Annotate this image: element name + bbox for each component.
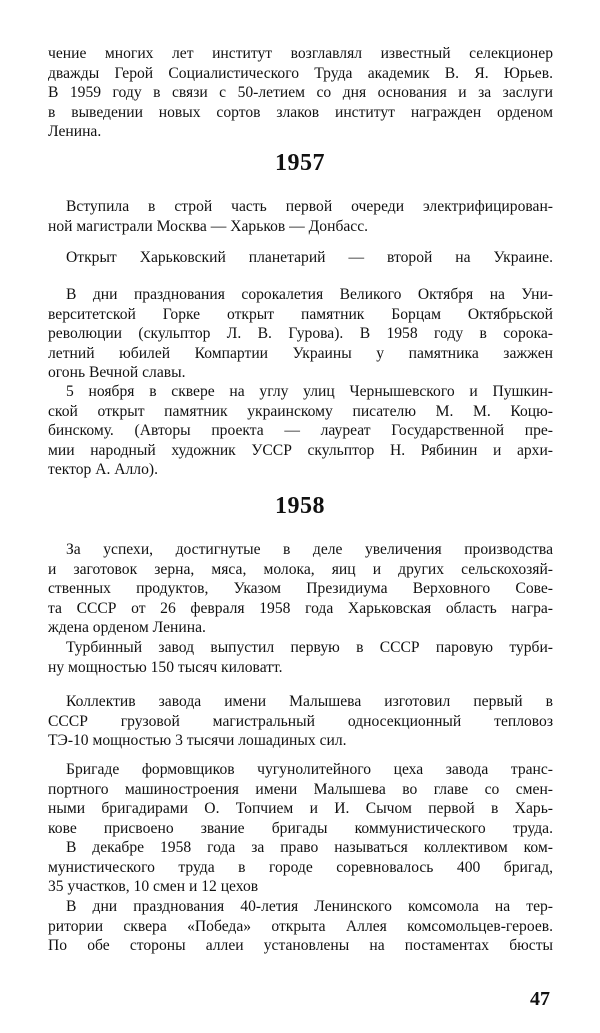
text-line: мии народный художник УССР скульптор Н. Рябинин и архи- [48,441,553,459]
text-line: ской открыт памятник украинскому писателю М. М. Коцю- [48,402,553,420]
text-line: Коллектив завода имени Малышева изготовил первый в [66,693,553,710]
year-heading-1958: 1958 [275,493,325,519]
paragraph-revolution-monument [48,285,553,383]
text-line: и заготовок зерна, мяса, молока, яиц и других сельскохозяй- [48,560,553,578]
paragraph-turbine-plant [48,638,553,677]
text-line: мунистического труда в городе соревновалось 400 бригад, [48,858,553,876]
text-line: Бригаде формовщиков чугунолитейного цеха завода транс- [66,761,553,778]
text-line: дважды Герой Социалистического Труда академик В. Я. Юрьев. [48,64,553,82]
paragraph-locomotive [48,692,553,751]
text-line: В декабре 1958 года за право называться коллективом ком- [66,839,553,856]
text-line: огонь Вечной славы. [48,364,186,381]
text-line: Турбинный завод выпустил первую в СССР паровую турби- [66,639,553,656]
text-line: кове присвоено звание бригады коммунистического труда. [48,819,553,837]
text-line: В 1959 году в связи с 50-летием со дня основания и за заслуги [48,84,553,101]
text-line: портного машиностроения имени Малышева во главе со смен- [48,780,553,798]
text-line: Открыт Харьковский планетарий — второй на Украине. [66,249,553,266]
text-line: СССР грузовой магистральный односекционный тепловоз [48,712,553,730]
text-line: 5 ноября в сквере на углу улиц Чернышевского и Пушкин- [66,383,553,400]
text-line: ственных продуктов, Указом Президиума Верховного Сове- [48,580,553,597]
text-line: революции (скульптор Л. В. Гурова). В 1958 году в сорока- [48,325,553,342]
paragraph-planetarium [48,248,553,268]
text-line: в выведении новых сортов злаков институт награжден орденом [48,103,553,121]
text-line: Ленина. [48,123,102,140]
text-line: 35 участков, 10 смен и 12 цехов [48,878,259,895]
text-line: По обе стороны аллеи установлены на постаментах бюсты [48,937,553,954]
paragraph-electrified-railway [48,197,553,236]
text-line: ными бригадирами О. Топчием и И. Сычом первой в Харь- [48,800,553,817]
text-line: ной магистрали Москва — Харьков — Донбасс. [48,217,369,235]
paragraph-order-of-lenin [48,540,553,638]
year-heading-1957: 1957 [275,150,325,176]
text-line: ритории сквера «Победа» открыта Аллея комсомольцев-героев. [48,917,553,935]
text-line: верситетской Горке открыт памятник Борцам Октябрьской [48,305,553,323]
text-line: За успехи, достигнутые в деле увеличения производства [66,541,553,558]
paragraph-komsomol-alley [48,897,553,956]
text-line: В дни празднования сорокалетия Великого Октября на Уни- [66,286,553,303]
text-line: ждена орденом Ленина. [48,619,206,636]
text-line: чение многих лет институт возглавлял известный селекционер [48,45,553,62]
text-line: В дни празднования 40-летия Ленинского комсомола на тер- [66,898,553,915]
text-line: та СССР от 26 февраля 1958 года Харьковская область награ- [48,599,553,617]
text-line: тектор А. Алло). [48,461,158,478]
paragraph-institute-history [48,44,553,142]
text-line: ТЭ-10 мощностью 3 тысячи лошадиных сил. [48,732,347,749]
text-line: ну мощностью 150 тысяч киловатт. [48,658,283,676]
text-line: бинскому. (Авторы проекта — лауреат Государственной пре- [48,422,553,439]
paragraph-kotsiubynsky-monument [48,382,553,480]
text-line: Вступила в строй часть первой очереди электрифицирован- [66,198,553,215]
text-line: летний юбилей Компартии Украины у памятника зажжен [48,344,553,362]
paragraph-communist-labor-brigade [48,760,553,897]
page-number: 47 [530,988,550,1010]
